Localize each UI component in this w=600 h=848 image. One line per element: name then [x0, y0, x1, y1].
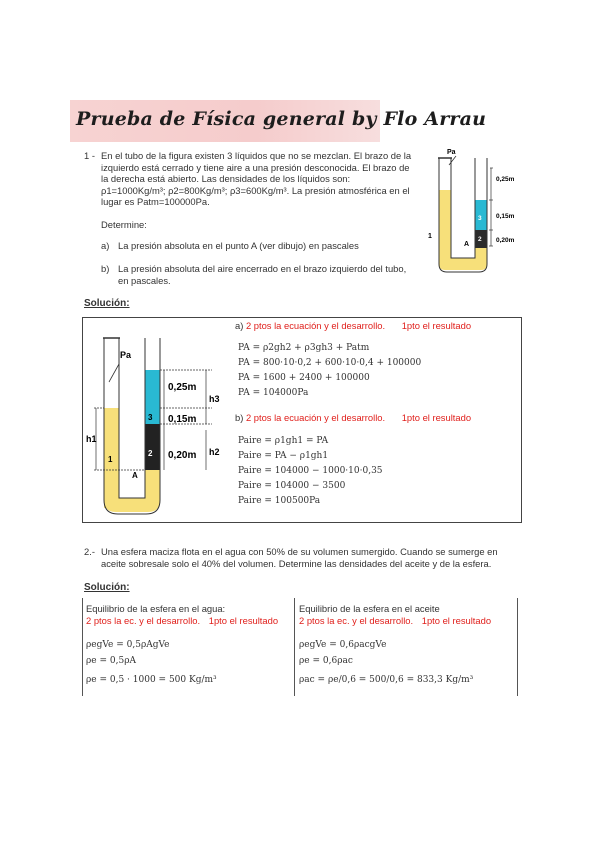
part-a-result: 1pto el resultado: [401, 320, 472, 331]
left-rule: [82, 598, 83, 696]
part-b-result: 1pto el resultado: [401, 412, 472, 423]
eq-left-2: ρe = 0,5ρA: [86, 656, 136, 666]
left-title: Equilibrio de la esfera en el agua:: [86, 603, 226, 614]
dim-020: 0,20m: [168, 450, 197, 461]
eq-left-1: ρegVe = 0,5ρAgVe: [86, 640, 170, 650]
eq-a-2: PA = 800·10·0,2 + 600·10·0,4 + 100000: [238, 358, 422, 368]
left-result: 1pto el resultado: [208, 615, 279, 626]
problem2-line: Una esfera maciza flota en el agua con 50% de su volumen sumergido. Cuando se sumerge en: [101, 546, 498, 557]
h3-label: h3: [209, 394, 220, 404]
num-1: 1: [108, 455, 113, 464]
solution2-heading: Solución:: [84, 582, 130, 593]
num-2: 2: [148, 449, 153, 458]
left-points-row: [86, 615, 278, 627]
center-rule: [294, 598, 295, 696]
num-3: 3: [478, 215, 482, 222]
pa-pointer: [109, 364, 119, 382]
liquid-2-right: [145, 424, 160, 470]
problem2-number: 2.-: [84, 546, 95, 557]
dim-015: 0,15m: [496, 213, 515, 220]
dim-015: 0,15m: [168, 414, 197, 425]
eq-a-4: PA = 104000Pa: [238, 388, 309, 398]
num-3: 3: [148, 413, 153, 422]
item-a-text: La presión absoluta en el punto A (ver dibujo) en pascales: [118, 240, 359, 251]
problem1-line: izquierdo está cerrado y tiene aire a una presión desconocida. El brazo de: [101, 161, 410, 173]
eq-right-1: ρegVe = 0,6ρacgVe: [299, 640, 387, 650]
right-rule: [517, 598, 518, 696]
dim-020: 0,20m: [496, 237, 515, 244]
eq-left-3: ρe = 0,5 · 1000 = 500 Kg/m³: [86, 675, 217, 685]
problem1-line: En el tubo de la figura existen 3 líquidos que no se mezclan. El brazo de la: [101, 150, 412, 161]
problem1-text: [101, 150, 431, 208]
left-points: 2 ptos la ec. y el desarrollo.: [86, 615, 201, 626]
problem1-line: ρ1=1000Kg/m³; ρ2=800Kg/m³; ρ3=600Kg/m³. La presión atmosférica en el: [101, 184, 410, 196]
right-title: Equilibrio de la esfera en el aceite: [299, 603, 440, 614]
part-a-header: [235, 320, 471, 332]
eq-right-2: ρe = 0,6ρac: [299, 656, 353, 666]
right-result: 1pto el resultado: [421, 615, 492, 626]
eq-b-2: Paire = PA − ρ1gh1: [238, 451, 329, 461]
item-b-letter: b): [101, 263, 110, 274]
h2-label: h2: [209, 447, 220, 457]
right-points-row: [299, 615, 491, 627]
eq-a-1: PA = ρ2gh2 + ρ3gh3 + Patm: [238, 343, 370, 353]
problem2-line: aceite sobresale solo el 40% del volumen. Determine las densidades del aceite y de la esfera.: [101, 557, 492, 569]
item-b-text: La presión absoluta del aire encerrado en el brazo izquierdo del tubo,: [118, 263, 407, 274]
num-1: 1: [428, 233, 432, 240]
pa-label: Pa: [120, 350, 132, 360]
u-tube-small-figure: [425, 138, 525, 276]
tube-inner: [451, 158, 475, 258]
part-a-points: 2 ptos la ecuación y el desarrollo.: [245, 320, 386, 331]
page-title: Prueba de Física general by Flo Arrau: [76, 108, 487, 130]
solution1-heading: Solución:: [84, 298, 130, 309]
liquid-1-left: [439, 190, 451, 260]
eq-b-5: Paire = 100500Pa: [238, 496, 321, 506]
point-a: A: [132, 471, 138, 480]
eq-right-3: ρac = ρe/0,6 = 500/0,6 = 833,3 Kg/m³: [299, 675, 474, 685]
dim-025: 0,25m: [496, 176, 515, 183]
part-b-letter: b): [235, 412, 244, 423]
problem1-number: 1 -: [84, 150, 95, 161]
dim-025: 0,25m: [168, 382, 197, 393]
part-b-points: 2 ptos la ecuación y el desarrollo.: [245, 412, 386, 423]
u-tube-figure: [84, 330, 232, 516]
h1-label: h1: [86, 434, 97, 444]
eq-b-1: Paire = ρ1gh1 = PA: [238, 436, 329, 446]
item-b-text-cont: en pascales.: [118, 275, 171, 286]
part-a-letter: a): [235, 320, 244, 331]
pa-label-small: Pa: [447, 149, 456, 156]
num-2: 2: [478, 236, 482, 243]
right-points: 2 ptos la ec. y el desarrollo.: [299, 615, 414, 626]
problem1-line: la derecha está abierto. Las densidades de los líquidos son:: [101, 173, 351, 185]
problem2-text: [101, 546, 521, 569]
item-a-letter: a): [101, 240, 110, 251]
point-a: A: [464, 241, 470, 248]
problem1-line: lugar es Patm=100000Pa.: [101, 196, 210, 208]
eq-b-3: Paire = 104000 − 1000·10·0,35: [238, 466, 383, 476]
determine-label: Determine:: [101, 219, 147, 230]
eq-a-3: PA = 1600 + 2400 + 100000: [238, 373, 370, 383]
part-b-header: [235, 412, 471, 424]
eq-b-4: Paire = 104000 − 3500: [238, 481, 346, 491]
